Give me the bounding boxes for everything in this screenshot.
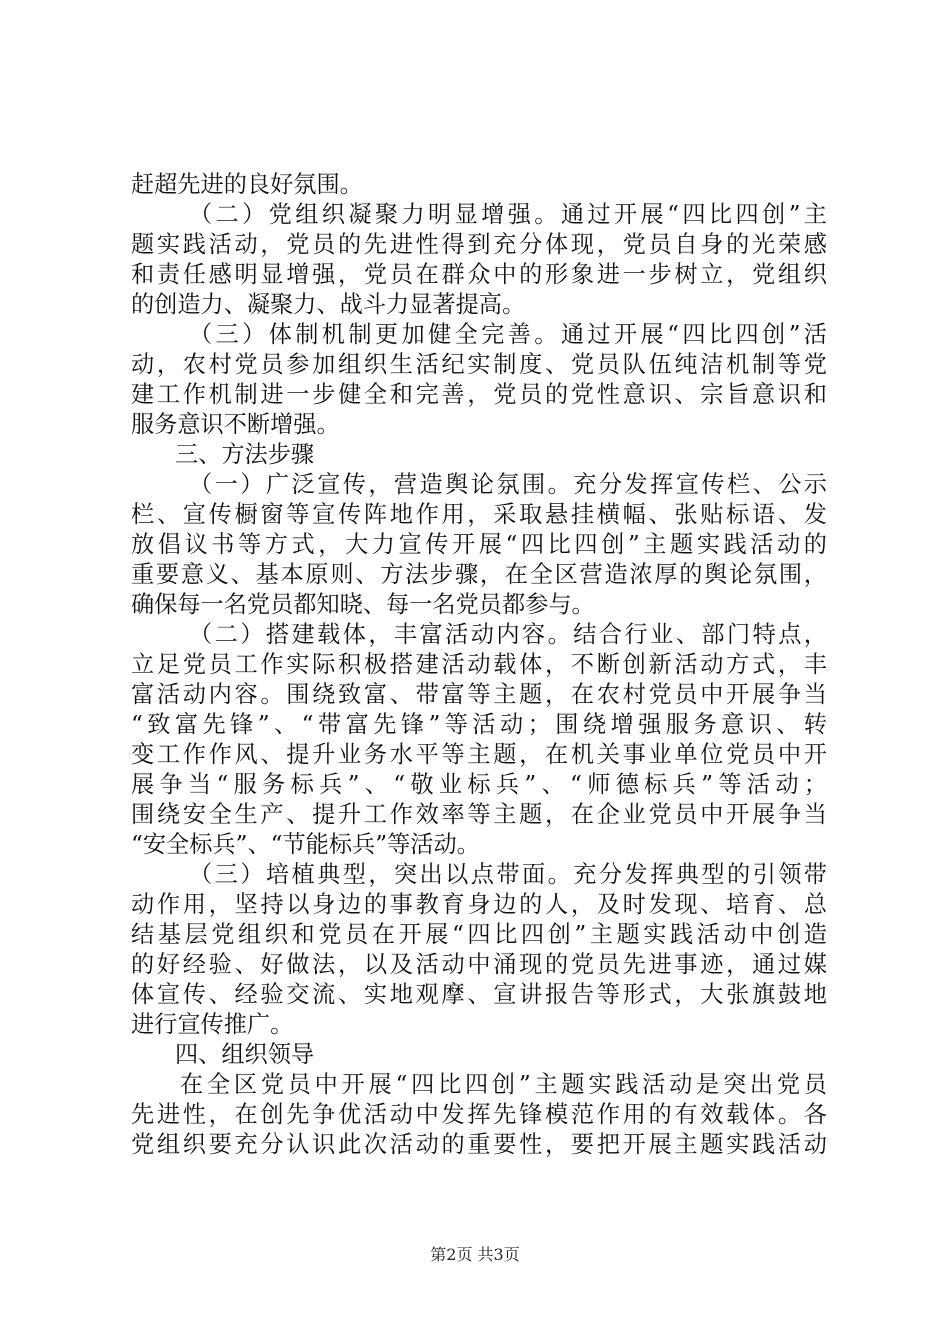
paragraph-line: 题实践活动，党员的先进性得到充分体现，党员自身的光荣感: [131, 231, 827, 258]
paragraph-line: 放倡议书等方式，大力宣传开展“四比四创”主题实践活动的: [131, 531, 827, 558]
paragraph-line: 确保每一名党员都知晓、每一名党员都参与。: [131, 591, 595, 618]
paragraph-line: （二）党组织凝聚力明显增强。通过开展“四比四创”主: [189, 201, 827, 228]
paragraph-line: 动作用，坚持以身边的事教育身边的人，及时发现、培育、总: [131, 891, 827, 918]
paragraph-line: 先进性，在创先争优活动中发挥先锋模范作用的有效载体。各: [131, 1101, 827, 1128]
section-heading: 四、组织领导: [175, 1041, 315, 1068]
paragraph-line: 赶超先进的良好氛围。: [131, 171, 363, 198]
paragraph-line: 服务意识不断增强。: [131, 411, 340, 438]
paragraph-line: “致富先锋”、“带富先锋”等活动；围绕增强服务意识、转: [131, 711, 827, 738]
paragraph-line: 栏、宣传橱窗等宣传阵地作用，采取悬挂横幅、张贴标语、发: [131, 501, 827, 528]
paragraph-line: 体宣传、经验交流、实地观摩、宣讲报告等形式，大张旗鼓地: [131, 981, 827, 1008]
paragraph-line: 富活动内容。围绕致富、带富等主题，在农村党员中开展争当: [131, 681, 827, 708]
section-heading: 三、方法步骤: [175, 441, 315, 468]
paragraph-line: 结基层党组织和党员在开展“四比四创”主题实践活动中创造: [131, 921, 827, 948]
paragraph-line: 建工作机制进一步健全和完善，党员的党性意识、宗旨意识和: [131, 381, 827, 408]
paragraph-line: （三）体制机制更加健全完善。通过开展“四比四创”活: [189, 321, 827, 348]
paragraph-line: 党组织要充分认识此次活动的重要性，要把开展主题实践活动: [131, 1131, 827, 1158]
paragraph-line: 重要意义、基本原则、方法步骤，在全区营造浓厚的舆论氛围，: [131, 561, 827, 588]
document-body: [131, 170, 827, 1160]
paragraph-line: （二）搭建载体，丰富活动内容。结合行业、部门特点，: [189, 621, 827, 648]
paragraph-line: 动，农村党员参加组织生活纪实制度、党员队伍纯洁机制等党: [131, 351, 827, 378]
paragraph-line: （三）培植典型，突出以点带面。充分发挥典型的引领带: [189, 861, 827, 888]
paragraph-line: 在全区党员中开展“四比四创”主题实践活动是突出党员: [180, 1071, 827, 1098]
paragraph-line: （一）广泛宣传，营造舆论氛围。充分发挥宣传栏、公示: [189, 471, 827, 498]
paragraph-line: 展争当“服务标兵”、“敬业标兵”、“师德标兵”等活动；: [131, 771, 827, 798]
page-footer: [0, 1245, 950, 1265]
paragraph-line: 和责任感明显增强，党员在群众中的形象进一步树立，党组织: [131, 261, 827, 288]
paragraph-line: 进行宣传推广。: [131, 1011, 294, 1038]
paragraph-line: 变工作作风、提升业务水平等主题，在机关事业单位党员中开: [131, 741, 827, 768]
page-number-label: 第2页 共3页: [430, 1245, 520, 1264]
paragraph-line: 的好经验、好做法，以及活动中涌现的党员先进事迹，通过媒: [131, 951, 827, 978]
paragraph-line: “安全标兵”、“节能标兵”等活动。: [131, 831, 480, 858]
paragraph-line: 立足党员工作实际积极搭建活动载体，不断创新活动方式，丰: [131, 651, 827, 678]
paragraph-line: 的创造力、凝聚力、战斗力显著提高。: [131, 291, 526, 318]
paragraph-line: 围绕安全生产、提升工作效率等主题，在企业党员中开展争当: [131, 801, 827, 828]
